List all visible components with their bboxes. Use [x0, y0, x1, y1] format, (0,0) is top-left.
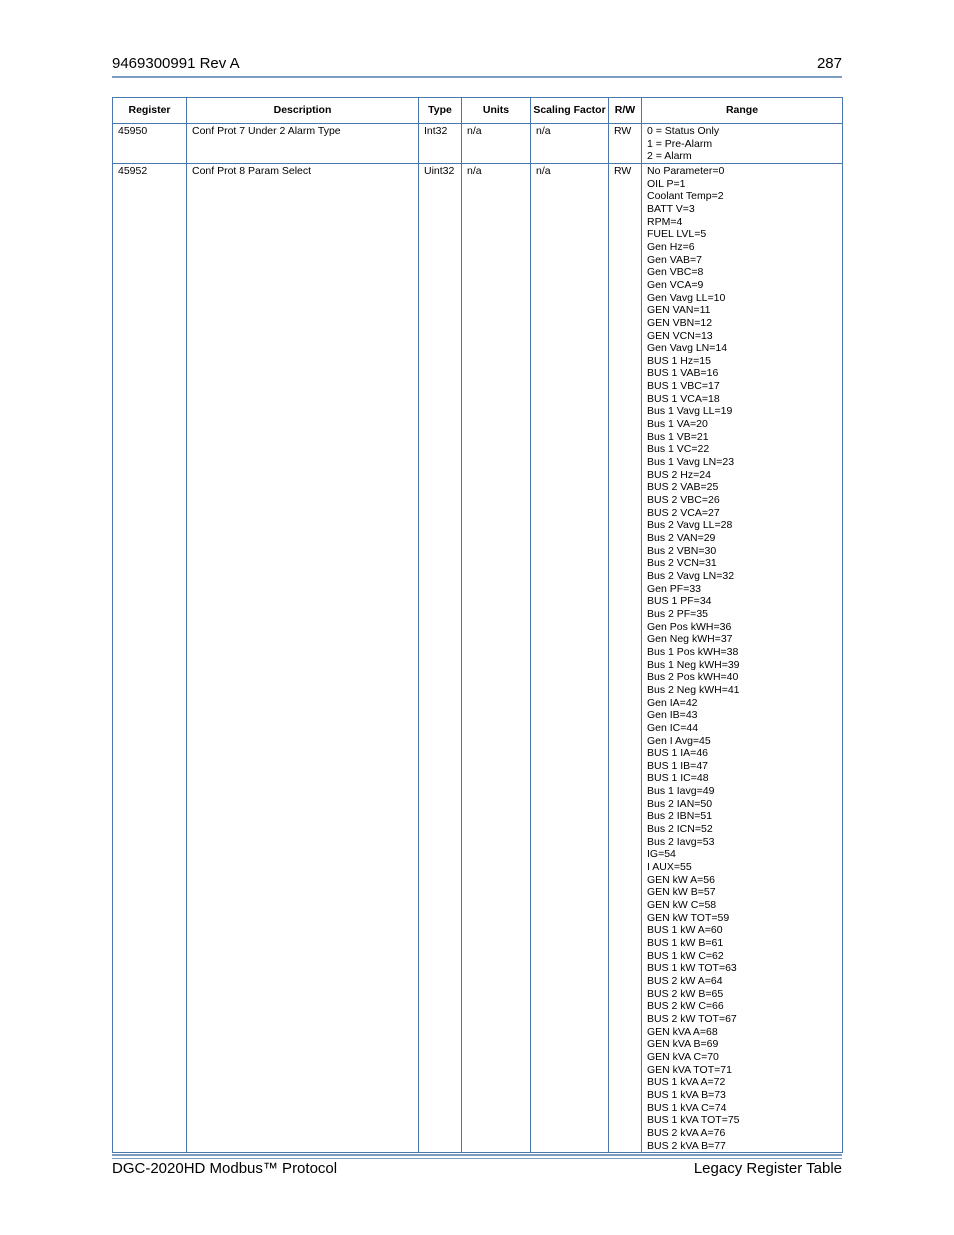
range-value: I AUX=55 [647, 861, 692, 874]
range-value: Bus 2 Iavg=53 [647, 835, 715, 848]
cell-rw: RW [609, 124, 642, 164]
col-header-type: Type [419, 98, 462, 124]
range-value: Coolant Temp=2 [647, 190, 724, 203]
range-value: BUS 2 VCA=27 [647, 506, 720, 519]
cell-register: 45952 [113, 163, 187, 1152]
range-value: Gen VCA=9 [647, 278, 704, 291]
range-value: BUS 1 PF=34 [647, 595, 712, 608]
register-table [112, 97, 843, 1153]
range-value: No Parameter=0 [647, 164, 725, 177]
range-value: Gen Neg kWH=37 [647, 633, 733, 646]
cell-scaling: n/a [531, 163, 609, 1152]
range-value: Gen Vavg LL=10 [647, 291, 726, 304]
range-value: GEN VAN=11 [647, 304, 711, 317]
range-value: GEN kW A=56 [647, 873, 715, 886]
range-value: BUS 1 VBC=17 [647, 380, 720, 393]
range-value: BUS 2 kVA A=76 [647, 1126, 726, 1139]
range-value: Gen Vavg LN=14 [647, 342, 728, 355]
header-rule [112, 76, 842, 78]
col-header-scaling-factor: Scaling Factor [531, 98, 609, 124]
range-value: Bus 2 Vavg LL=28 [647, 519, 733, 532]
range-value: Bus 1 Vavg LL=19 [647, 405, 733, 418]
range-value: Gen PF=33 [647, 582, 701, 595]
range-value: BUS 1 kVA B=73 [647, 1088, 726, 1101]
range-value: Bus 2 IAN=50 [647, 797, 713, 810]
range-value: BUS 1 VAB=16 [647, 367, 719, 380]
range-value: Gen IA=42 [647, 696, 698, 709]
range-value: BATT V=3 [647, 202, 695, 215]
col-header-register: Register [113, 98, 187, 124]
range-value: BUS 1 kW C=62 [647, 949, 724, 962]
range-value: Gen VBC=8 [647, 266, 704, 279]
range-value: BUS 2 VBC=26 [647, 494, 720, 507]
footer-rule-thin [112, 1158, 842, 1159]
range-value: IG=54 [647, 848, 676, 861]
range-value: GEN VCN=13 [647, 329, 713, 342]
range-value: Bus 2 Pos kWH=40 [647, 671, 739, 684]
footer-title: DGC-2020HD Modbus™ Protocol [112, 1160, 338, 1177]
range-value: 2 = Alarm [647, 150, 692, 163]
table-row [113, 163, 843, 1152]
cell-range [642, 124, 843, 164]
range-value: Gen IC=44 [647, 721, 699, 734]
range-value: Bus 2 PF=35 [647, 607, 708, 620]
range-value: BUS 1 IA=46 [647, 747, 708, 760]
range-value: BUS 2 kVA B=77 [647, 1139, 726, 1152]
range-value: Bus 2 IBN=51 [647, 810, 713, 823]
doc-number: 9469300991 Rev A [112, 55, 240, 72]
range-value: 1 = Pre-Alarm [647, 137, 713, 150]
table-row [113, 124, 843, 164]
cell-register: 45950 [113, 124, 187, 164]
page-number: 287 [816, 55, 842, 72]
range-value: Bus 1 Pos kWH=38 [647, 645, 739, 658]
cell-description: Conf Prot 8 Param Select [187, 163, 419, 1152]
range-value: FUEL LVL=5 [647, 228, 707, 241]
range-value: OIL P=1 [647, 177, 686, 190]
range-value: GEN kW C=58 [647, 899, 717, 912]
cell-type: Int32 [419, 124, 462, 164]
range-value: BUS 1 kW B=61 [647, 937, 724, 949]
cell-units: n/a [462, 163, 531, 1152]
cell-scaling: n/a [531, 124, 609, 164]
range-value: Bus 1 Neg kWH=39 [647, 658, 740, 671]
range-value: Bus 1 VC=22 [647, 443, 710, 456]
range-value: Gen Hz=6 [647, 240, 695, 253]
footer-rule [112, 1154, 842, 1156]
cell-description: Conf Prot 7 Under 2 Alarm Type [187, 124, 419, 164]
range-value: BUS 2 kW C=66 [647, 1000, 724, 1013]
range-value: GEN kVA B=69 [647, 1038, 719, 1051]
range-value: Gen IB=43 [647, 709, 698, 722]
range-value: BUS 1 kVA TOT=75 [647, 1114, 740, 1127]
range-value: Bus 1 Iavg=49 [647, 785, 715, 798]
range-value: BUS 1 kVA A=72 [647, 1076, 726, 1089]
range-value: Bus 1 VB=21 [647, 430, 709, 443]
range-value: Gen VAB=7 [647, 253, 702, 266]
cell-type: Uint32 [419, 163, 462, 1152]
range-value: GEN kVA A=68 [647, 1025, 718, 1038]
range-value: BUS 2 Hz=24 [647, 468, 711, 481]
col-header-units: Units [462, 98, 531, 124]
col-header-range: Range [642, 98, 843, 124]
range-value: BUS 1 kW TOT=63 [647, 962, 737, 975]
range-value: Bus 1 Vavg LN=23 [647, 456, 735, 469]
range-value: Bus 2 VAN=29 [647, 532, 716, 544]
range-value: GEN kVA TOT=71 [647, 1063, 732, 1076]
range-value: GEN kVA C=70 [647, 1050, 719, 1063]
col-header-description: Description [187, 98, 419, 124]
col-header-rw: R/W [609, 98, 642, 124]
range-value: Bus 2 Vavg LN=32 [647, 569, 735, 582]
range-value: BUS 2 kW B=65 [647, 987, 724, 1000]
range-value: GEN VBN=12 [647, 316, 713, 329]
range-value: Bus 2 VCN=31 [647, 557, 717, 570]
cell-units: n/a [462, 124, 531, 164]
range-value: BUS 2 VAB=25 [647, 481, 719, 494]
range-value: Bus 1 VA=20 [647, 418, 708, 431]
range-value: BUS 1 VCA=18 [647, 392, 720, 405]
cell-rw: RW [609, 163, 642, 1152]
range-value: Bus 2 VBN=30 [647, 544, 717, 557]
range-value: BUS 1 kW A=60 [647, 924, 723, 937]
range-value: Bus 2 Neg kWH=41 [647, 683, 740, 696]
range-value: GEN kW TOT=59 [647, 911, 730, 924]
range-value: Gen Pos kWH=36 [647, 620, 732, 633]
range-value: GEN kW B=57 [647, 886, 716, 899]
range-value: BUS 1 Hz=15 [647, 354, 711, 367]
range-value: BUS 1 IC=48 [647, 772, 709, 785]
cell-range [642, 163, 843, 1152]
range-value: 0 = Status Only [647, 125, 720, 137]
table-header-row [113, 98, 843, 124]
range-value: Bus 2 ICN=52 [647, 823, 713, 836]
range-value: Gen I Avg=45 [647, 734, 711, 747]
range-value: BUS 1 kVA C=74 [647, 1101, 727, 1114]
range-value: RPM=4 [647, 215, 683, 228]
range-value: BUS 2 kW A=64 [647, 974, 723, 987]
footer-section: Legacy Register Table [693, 1160, 842, 1177]
range-value: BUS 2 kW TOT=67 [647, 1012, 737, 1025]
range-value: BUS 1 IB=47 [647, 759, 708, 772]
